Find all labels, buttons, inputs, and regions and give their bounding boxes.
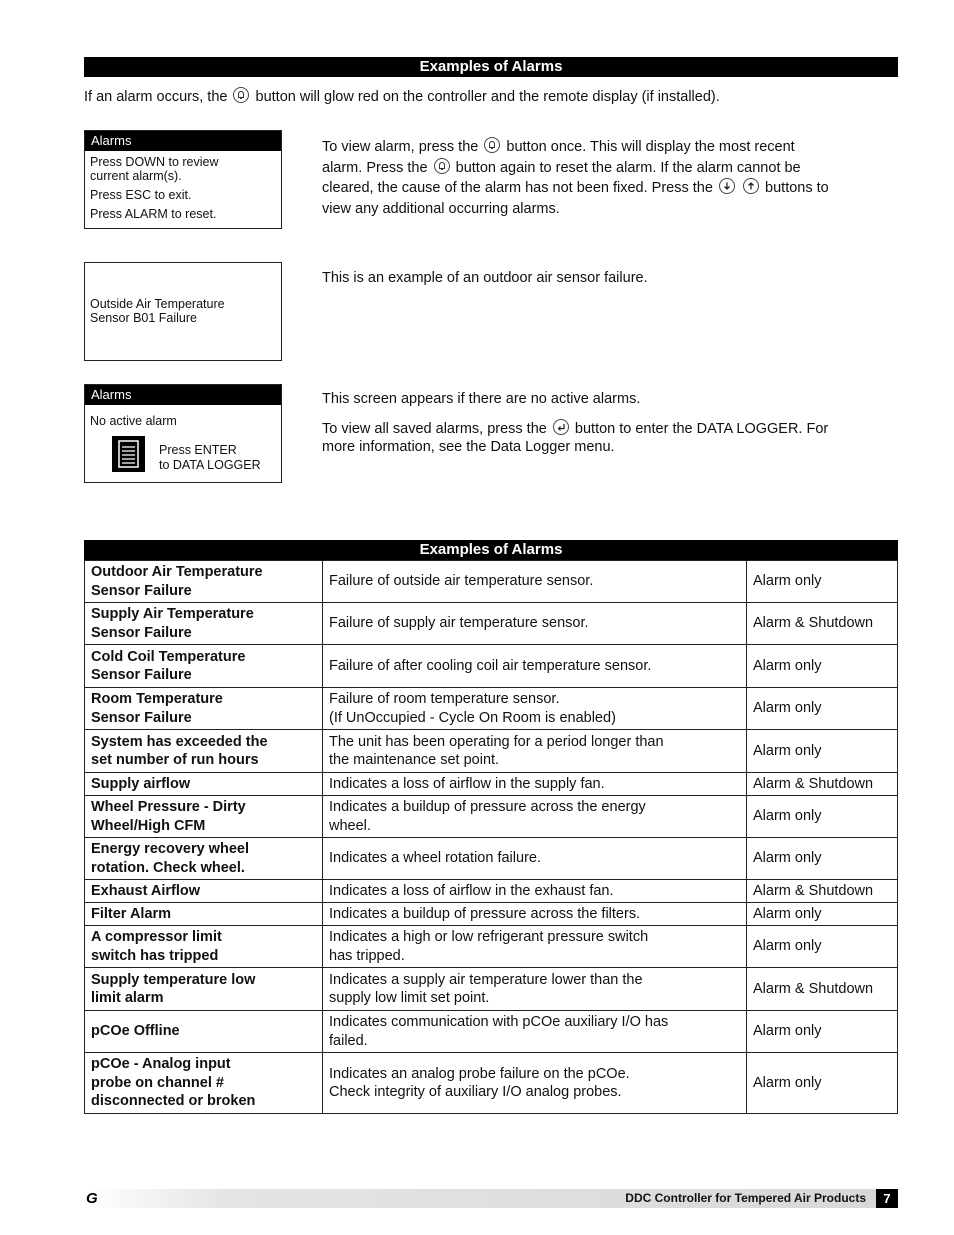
alarm-desc-line: wheel. <box>329 817 371 834</box>
screen-line: current alarm(s). <box>90 169 182 183</box>
alarm-desc-line: Indicates a loss of airflow in the supply fan. <box>329 775 605 792</box>
alarm-desc-line: Indicates a loss of airflow in the exhaust fan. <box>329 882 614 899</box>
alarm-name-line: limit alarm <box>91 990 164 1006</box>
para3-p2c: more information, see the Data Logger menu. <box>322 439 615 455</box>
alarm-action-cell: Alarm only <box>747 730 898 773</box>
alarm-desc-cell <box>323 880 747 903</box>
alarms-table <box>84 560 898 1114</box>
table-row <box>85 796 898 838</box>
alarm-name-line: probe on channel # <box>91 1074 224 1091</box>
alarm-action-cell: Alarm only <box>747 1011 898 1053</box>
down-arrow-icon <box>719 178 735 194</box>
alarm-desc-line: Failure of room temperature sensor. <box>329 691 560 707</box>
alarm-name-line: Sensor Failure <box>91 624 192 641</box>
alarm-desc-cell <box>323 926 747 968</box>
alarm-desc-cell <box>323 968 747 1011</box>
alarm-desc-cell <box>323 1011 747 1053</box>
alarm-desc-cell <box>323 1053 747 1114</box>
alarm-name-cell <box>85 903 323 926</box>
alarm-name-line: disconnected or broken <box>91 1093 256 1110</box>
alarm-desc-cell <box>323 796 747 838</box>
screen-line: Outside Air Temperature <box>90 297 225 311</box>
enter-hint <box>159 443 261 472</box>
alarm-screen-1 <box>84 130 282 229</box>
alarm-desc-line: The unit has been operating for a period longer than <box>329 733 664 750</box>
alarm-name-line: A compressor limit <box>91 929 222 945</box>
alarm-name-line: rotation. Check wheel. <box>91 859 245 876</box>
table-row <box>85 1053 898 1114</box>
table-row <box>85 880 898 903</box>
table-row <box>85 968 898 1011</box>
alarm-desc-line: Indicates a wheel rotation failure. <box>329 850 541 867</box>
alarm-action-cell: Alarm only <box>747 796 898 838</box>
alarm-name-cell <box>85 926 323 968</box>
up-arrow-icon <box>743 178 759 194</box>
alarm-desc-line: Indicates a high or low refrigerant pressure switch <box>329 929 649 945</box>
alarm-desc-cell <box>323 603 747 645</box>
alarm-desc-cell <box>323 645 747 688</box>
alarm-action-cell: Alarm only <box>747 645 898 688</box>
para3-p2a: To view all saved alarms, press the <box>322 420 547 437</box>
table-row <box>85 730 898 773</box>
alarm-instructions <box>322 137 898 219</box>
intro-before: If an alarm occurs, the <box>84 89 228 105</box>
alarm-desc-line: (If UnOccupied - Cycle On Room is enabled) <box>329 709 616 726</box>
alarm-desc-cell <box>323 561 747 603</box>
alarm-screen-3 <box>84 384 282 483</box>
alarm-name-line: Wheel Pressure - Dirty <box>91 799 246 815</box>
alarm-action-cell: Alarm only <box>747 561 898 603</box>
alarm-name-cell <box>85 688 323 730</box>
company-logo: G <box>86 1190 98 1207</box>
alarm-name-line: Supply Air Temperature <box>91 606 254 622</box>
alarm-name-line: switch has tripped <box>91 947 219 964</box>
para1-f: buttons to <box>765 180 829 196</box>
table-row <box>85 838 898 880</box>
alarm-name-line: pCOe - Analog input <box>91 1056 231 1073</box>
screen-line: Press ESC to exit. <box>90 188 192 202</box>
table-title: Examples of Alarms <box>84 540 898 560</box>
screen-line: Press DOWN to review <box>90 155 219 169</box>
alarm-desc-line: Indicates a supply air temperature lower than the <box>329 971 643 988</box>
alarm-name-line: System has exceeded the <box>91 733 268 750</box>
alarm-action-cell: Alarm only <box>747 903 898 926</box>
alarm-desc-cell <box>323 773 747 796</box>
alarm-name-cell <box>85 561 323 603</box>
alarm-name-line: set number of run hours <box>91 752 259 768</box>
alarm-action-cell: Alarm & Shutdown <box>747 880 898 903</box>
data-logger-icon <box>112 436 145 472</box>
alarm-name-cell <box>85 838 323 880</box>
para3-p2b: button to enter the DATA LOGGER. For <box>574 420 829 437</box>
para1-d: button again to reset the alarm. If the alarm cannot be <box>455 159 801 176</box>
table-row <box>85 603 898 645</box>
alarm-name-line: Sensor Failure <box>91 667 192 683</box>
alarm-name-line: Exhaust Airflow <box>91 882 201 899</box>
alarm-name-cell <box>85 796 323 838</box>
para1-c: alarm. Press the <box>322 159 428 176</box>
table-row <box>85 926 898 968</box>
alarm-action-cell: Alarm only <box>747 838 898 880</box>
alarm-desc-line: Indicates an analog probe failure on the pCOe. <box>329 1065 630 1082</box>
no-alarm-text <box>322 389 898 457</box>
table-row <box>85 1011 898 1053</box>
alarm-name-cell <box>85 1011 323 1053</box>
alarm-desc-line: failed. <box>329 1032 368 1049</box>
alarm-action-cell: Alarm only <box>747 926 898 968</box>
alarm-name-line: pCOe Offline <box>91 1023 180 1040</box>
alarm-action-cell: Alarm & Shutdown <box>747 968 898 1011</box>
para1-a: To view alarm, press the <box>322 139 479 155</box>
alarm-name-line: Outdoor Air Temperature <box>91 564 263 580</box>
sensor-failure-text <box>322 268 898 289</box>
alarm-desc-line: Failure of outside air temperature sensor. <box>329 573 594 590</box>
enter-icon <box>553 419 569 435</box>
para2-text: This is an example of an outdoor air sensor failure. <box>322 270 648 286</box>
screen-line: No active alarm <box>90 414 177 428</box>
alarm-name-cell <box>85 880 323 903</box>
alarm-name-line: Sensor Failure <box>91 582 192 599</box>
alarm-bell-icon <box>233 87 249 103</box>
page-number: 7 <box>876 1189 898 1208</box>
alarm-bell-icon <box>484 137 500 153</box>
alarm-desc-line: Failure of after cooling coil air temperature sensor. <box>329 657 652 674</box>
para3-p1: This screen appears if there are no active alarms. <box>322 391 641 407</box>
alarm-action-cell: Alarm & Shutdown <box>747 603 898 645</box>
screen-header: Alarms <box>85 385 281 405</box>
alarm-name-line: Wheel/High CFM <box>91 817 206 834</box>
alarm-name-line: Energy recovery wheel <box>91 841 249 857</box>
alarm-name-line: Supply airflow <box>91 775 191 792</box>
alarm-desc-line: Indicates a buildup of pressure across the energy <box>329 799 646 815</box>
intro-after: button will glow red on the controller and the remote display (if installed). <box>255 89 720 105</box>
page-footer <box>84 1189 898 1208</box>
alarm-desc-line: Failure of supply air temperature sensor. <box>329 615 589 632</box>
alarm-name-line: Filter Alarm <box>91 905 172 922</box>
alarm-name-cell <box>85 1053 323 1114</box>
enter-hint-line: Press ENTER <box>159 443 237 457</box>
alarm-desc-line: Check integrity of auxiliary I/O analog probes. <box>329 1084 622 1100</box>
alarm-desc-cell <box>323 838 747 880</box>
alarm-desc-line: the maintenance set point. <box>329 752 500 768</box>
alarm-name-cell <box>85 730 323 773</box>
section-title: Examples of Alarms <box>84 57 898 77</box>
screen-header: Alarms <box>85 131 281 151</box>
screen-line: Sensor B01 Failure <box>90 311 198 325</box>
alarm-name-cell <box>85 773 323 796</box>
alarm-desc-line: supply low limit set point. <box>329 990 490 1006</box>
alarm-desc-line: Indicates a buildup of pressure across the filters. <box>329 905 641 922</box>
alarm-desc-cell <box>323 688 747 730</box>
alarm-name-line: Sensor Failure <box>91 709 192 726</box>
alarm-name-cell <box>85 603 323 645</box>
para1-g: view any additional occurring alarms. <box>322 200 560 217</box>
table-row <box>85 645 898 688</box>
alarm-name-cell <box>85 968 323 1011</box>
alarm-desc-line: Indicates communication with pCOe auxiliary I/O has <box>329 1014 669 1030</box>
para1-b: button once. This will display the most recent <box>506 139 795 155</box>
alarm-name-line: Room Temperature <box>91 691 223 707</box>
alarm-desc-cell <box>323 730 747 773</box>
alarm-bell-icon <box>434 158 450 174</box>
enter-hint-line: to DATA LOGGER <box>159 458 261 472</box>
table-row <box>85 561 898 603</box>
table-row <box>85 903 898 926</box>
table-row <box>85 773 898 796</box>
alarm-desc-cell <box>323 903 747 926</box>
alarm-name-cell <box>85 645 323 688</box>
alarm-name-line: Supply temperature low <box>91 971 256 988</box>
footer-title: DDC Controller for Tempered Air Products <box>625 1191 866 1205</box>
alarm-desc-line: has tripped. <box>329 947 405 964</box>
alarm-screen-2 <box>84 262 282 361</box>
alarm-action-cell: Alarm only <box>747 688 898 730</box>
intro-text <box>84 87 720 105</box>
alarm-name-line: Cold Coil Temperature <box>91 648 246 665</box>
para1-e: cleared, the cause of the alarm has not been fixed. Press the <box>322 180 713 196</box>
alarm-action-cell: Alarm & Shutdown <box>747 773 898 796</box>
screen-line: Press ALARM to reset. <box>90 207 217 221</box>
alarm-action-cell: Alarm only <box>747 1053 898 1114</box>
table-row <box>85 688 898 730</box>
